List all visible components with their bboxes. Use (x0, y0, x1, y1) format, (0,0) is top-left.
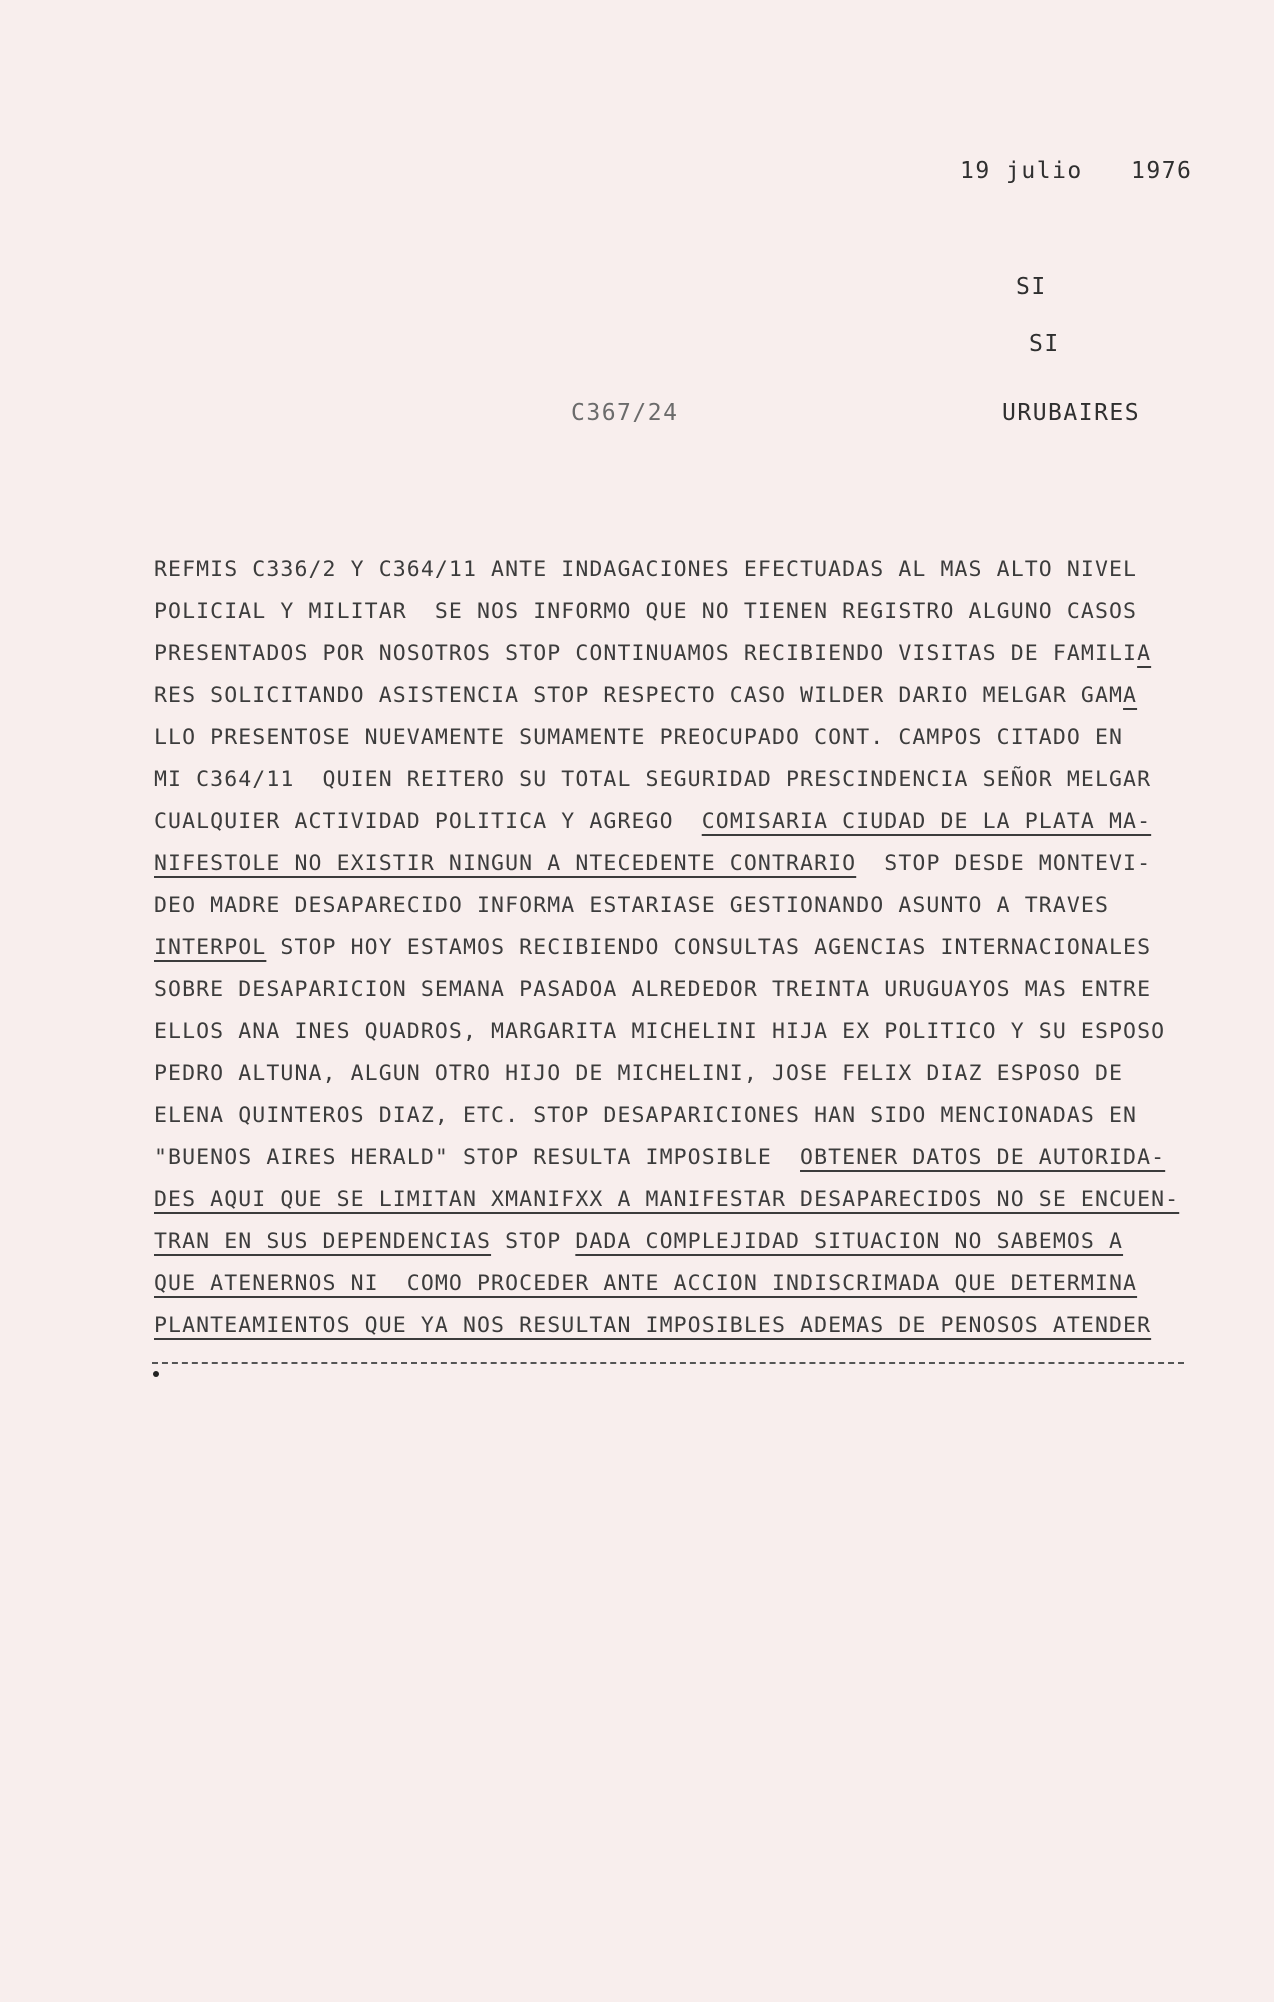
underlined-text: QUE ATENERNOS NI COMO PROCEDER ANTE ACCION INDISCRIMADA QUE DETERMINA (154, 1271, 1138, 1296)
classification-mark-2: SI (1029, 331, 1060, 357)
body-text-segment: CUALQUIER ACTIVIDAD POLITICA Y AGREGO (154, 809, 702, 834)
underlined-text: INTERPOL (154, 935, 267, 960)
classification-mark-1: SI (1016, 274, 1047, 300)
body-line (154, 555, 1234, 597)
body-line (154, 975, 1234, 1017)
underlined-text: A (1137, 641, 1152, 666)
body-line (154, 891, 1234, 933)
body-line (154, 849, 1234, 891)
body-text-segment: STOP (491, 1229, 576, 1254)
body-text-segment: PEDRO ALTUNA, ALGUN OTRO HIJO DE MICHELINI, JOSE FELIX DIAZ ESPOSO DE (154, 1061, 1124, 1086)
body-text-segment: "BUENOS AIRES HERALD" STOP RESULTA IMPOSIBLE (154, 1145, 801, 1170)
body-line (154, 681, 1234, 723)
body-line (154, 807, 1234, 849)
body-line (154, 1101, 1234, 1143)
cable-reference-number: C367/24 (571, 400, 679, 426)
body-text-segment: MI C364/11 QUIEN REITERO SU TOTAL SEGURIDAD PRESCINDENCIA SEÑOR MELGAR (154, 767, 1152, 792)
body-line (154, 639, 1234, 681)
body-line (154, 597, 1234, 639)
body-line (154, 1311, 1234, 1353)
cable-body-text (154, 555, 1234, 1353)
body-line (154, 933, 1234, 975)
underlined-text: DADA COMPLEJIDAD SITUACION NO SABEMOS A (575, 1229, 1124, 1254)
body-text-segment: ELLOS ANA INES QUADROS, MARGARITA MICHELINI HIJA EX POLITICO Y SU ESPOSO (154, 1019, 1166, 1044)
body-line (154, 1143, 1234, 1185)
body-line (154, 1269, 1234, 1311)
body-line (154, 723, 1234, 765)
body-text-segment: REFMIS C336/2 Y C364/11 ANTE INDAGACIONES EFECTUADAS AL MAS ALTO NIVEL (154, 557, 1138, 582)
underlined-text: COMISARIA CIUDAD DE LA PLATA MA- (701, 809, 1152, 834)
body-text-segment: STOP HOY ESTAMOS RECIBIENDO CONSULTAS AGENCIAS INTERNACIONALES (266, 935, 1152, 960)
body-text-segment: RES SOLICITANDO ASISTENCIA STOP RESPECTO CASO WILDER DARIO MELGAR GAM (154, 683, 1124, 708)
underlined-text: DES AQUI QUE SE LIMITAN XMANIFXX A MANIFESTAR DESAPARECIDOS NO SE ENCUEN- (154, 1187, 1180, 1212)
body-line (154, 1185, 1234, 1227)
underlined-text: OBTENER DATOS DE AUTORIDA- (800, 1145, 1166, 1170)
underlined-text: A (1123, 683, 1138, 708)
body-text-segment: DEO MADRE DESAPARECIDO INFORMA ESTARIASE GESTIONANDO ASUNTO A TRAVES (154, 893, 1109, 918)
body-text-segment: ELENA QUINTEROS DIAZ, ETC. STOP DESAPARICIONES HAN SIDO MENCIONADAS EN (154, 1103, 1138, 1128)
body-text-segment: LLO PRESENTOSE NUEVAMENTE SUMAMENTE PREOCUPADO CONT. CAMPOS CITADO EN (154, 725, 1124, 750)
date-day-month: 19 julio (960, 158, 1083, 184)
date-year: 1976 (1131, 158, 1193, 184)
body-line (154, 1227, 1234, 1269)
body-text-segment: STOP DESDE MONTEVI- (856, 851, 1152, 876)
body-line (154, 1017, 1234, 1059)
body-text-segment: POLICIAL Y MILITAR SE NOS INFORMO QUE NO TIENEN REGISTRO ALGUNO CASOS (154, 599, 1138, 624)
end-dashed-line (152, 1362, 1184, 1364)
body-text-segment: SOBRE DESAPARICION SEMANA PASADOA ALREDEDOR TREINTA URUGUAYOS MAS ENTRE (154, 977, 1152, 1002)
underlined-text: PLANTEAMIENTOS QUE YA NOS RESULTAN IMPOSIBLES ADEMAS DE PENOSOS ATENDER (154, 1313, 1152, 1338)
body-line (154, 1059, 1234, 1101)
end-dot (153, 1371, 159, 1377)
underlined-text: TRAN EN SUS DEPENDENCIAS (154, 1229, 492, 1254)
body-line (154, 765, 1234, 807)
body-text-segment: PRESENTADOS POR NOSOTROS STOP CONTINUAMOS RECIBIENDO VISITAS DE FAMILI (154, 641, 1138, 666)
addressee: URUBAIRES (1002, 400, 1141, 426)
underlined-text: NIFESTOLE NO EXISTIR NINGUN A NTECEDENTE CONTRARIO (154, 851, 857, 876)
